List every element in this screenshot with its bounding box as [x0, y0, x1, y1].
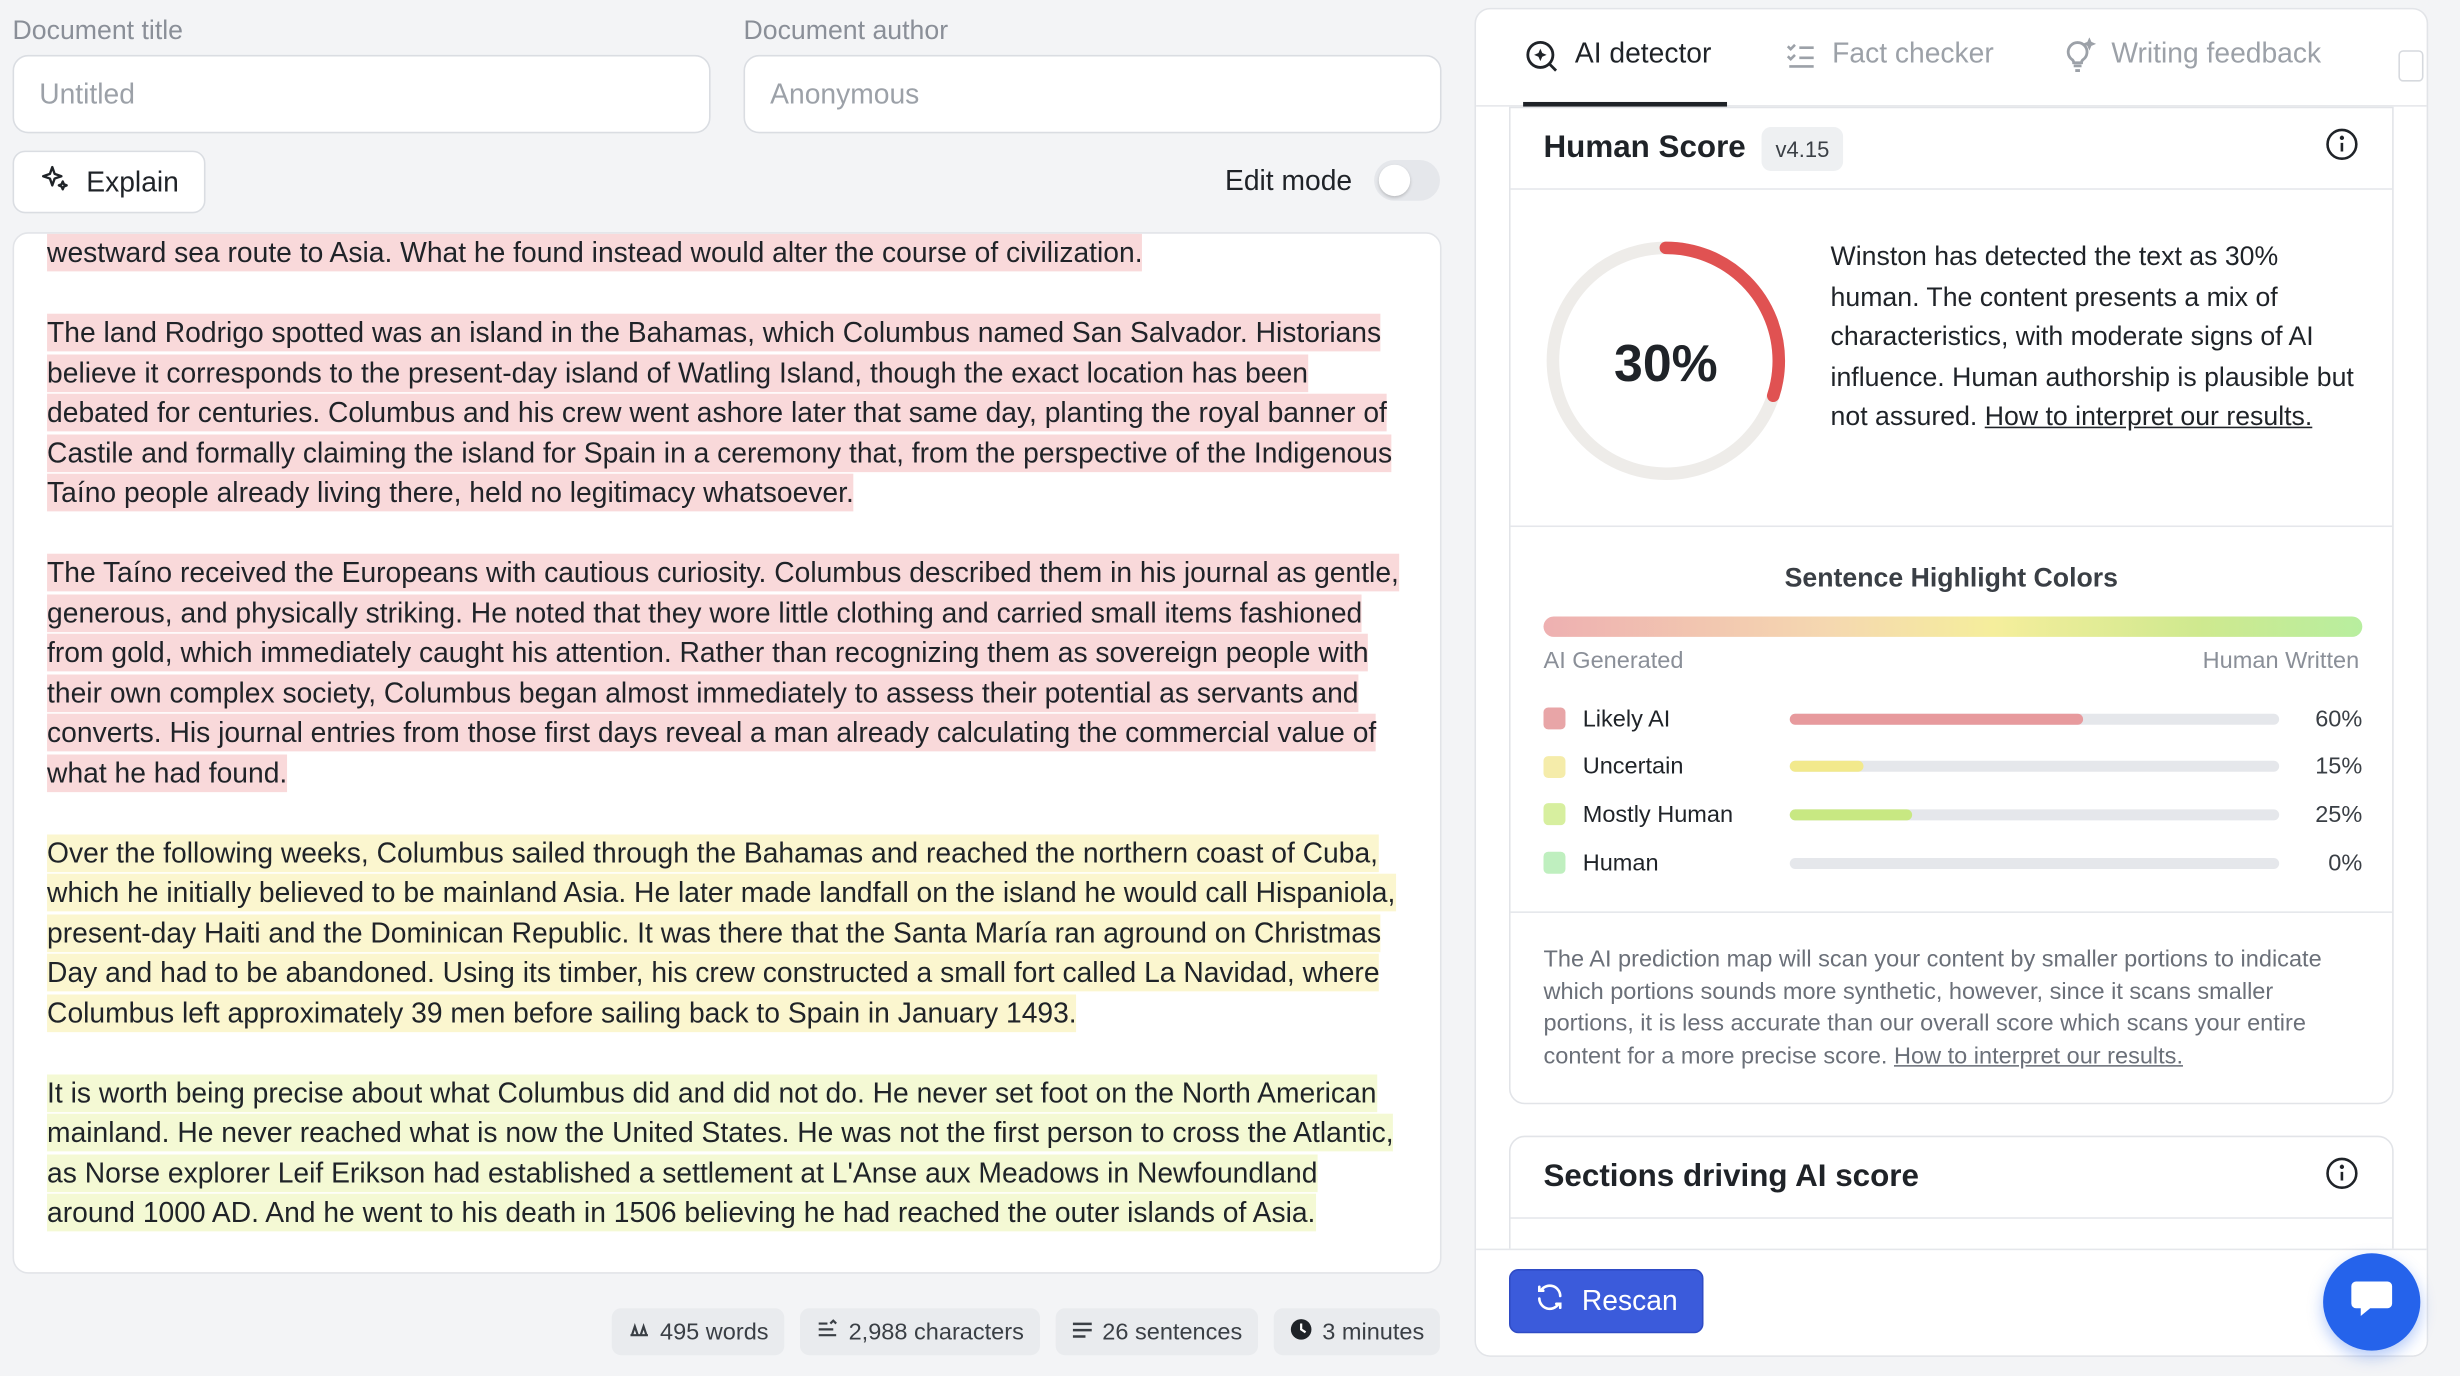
document-title-input[interactable]: Untitled	[13, 55, 711, 133]
word-count: 495 words	[660, 1318, 769, 1346]
score-description-text: Winston has detected the text as 30% human. The content presents a mix of characteristics, with moderate signs of AI influence. Human authorship is plausible but not assured.	[1830, 241, 2354, 432]
model-version-badge: v4.15	[1761, 126, 1843, 170]
prediction-map-note	[1511, 913, 2393, 1104]
rescan-button[interactable]	[1509, 1269, 1704, 1333]
character-count-badge	[800, 1308, 1040, 1355]
document-body[interactable]	[13, 232, 1442, 1274]
explain-button[interactable]	[13, 151, 206, 214]
human-score-title: Human Score	[1543, 130, 1746, 165]
highlighted-sentence[interactable]: Over the following weeks, Columbus sailed through the Bahamas and reached the northern coast of Cuba, which he initially believed to be mainland Asia. He later made landfall on the island he would call Hispaniola, present-day Haiti and the Dominican Republic. It was there that the Santa María ran aground on Christmas Day and had to be abandoned. Using its timber, his crew constructed a small fort called La Navidad, where Columbus left approximately 39 men before sailing back to Spain in January 1493.	[47, 834, 1395, 1032]
info-icon[interactable]	[2325, 127, 2360, 169]
legend-row-mostly-human	[1544, 796, 2363, 834]
legend-progress-track	[1790, 857, 2279, 868]
tab-overflow-icon[interactable]	[2398, 50, 2423, 81]
legend-percent: 15%	[2315, 753, 2363, 780]
checklist-icon	[1783, 38, 1818, 80]
lines-icon	[1071, 1318, 1093, 1345]
chat-bubble-icon	[2350, 1278, 2394, 1327]
sparkle-icon	[39, 162, 70, 201]
legend-progress-track	[1790, 809, 2279, 820]
lightbulb-sparkle-icon	[2060, 38, 2098, 83]
reading-time: 3 minutes	[1322, 1318, 1425, 1346]
info-icon[interactable]	[2325, 1156, 2360, 1198]
highlighted-sentence[interactable]: The land Rodrigo spotted was an island in the Bahamas, which Columbus named San Salvador. Historians believe it corresponds to the present-day island of Watling Island, though the exact location has been debated for centuries. Columbus and his crew went ashore later that same day, planting the royal banner of Castile and formally claiming the island for Spain in a ceremony that, from the perspective of the Indigenous Taíno people already living there, held no legitimacy whatsoever.	[47, 314, 1392, 512]
document-stats	[611, 1308, 1440, 1355]
highlight-legend	[1511, 527, 2393, 913]
highlighted-sentence[interactable]: westward sea route to Asia. What he found instead would alter the course of civilization.	[47, 234, 1142, 272]
legend-swatch	[1544, 707, 1566, 729]
document-text	[47, 234, 1412, 1274]
score-summary	[1511, 190, 2393, 527]
legend-progress-fill	[1790, 809, 1912, 820]
ai-detector-icon	[1523, 38, 1561, 83]
tab-ai-detector-label: AI detector	[1574, 37, 1712, 70]
tab-writing-feedback-label: Writing feedback	[2111, 37, 2322, 70]
sections-driving-title: Sections driving AI score	[1543, 1159, 1919, 1194]
legend-row-human	[1544, 844, 2363, 882]
legend-progress-track	[1790, 713, 2279, 724]
score-description	[1831, 237, 2364, 437]
reading-time-badge	[1274, 1308, 1440, 1355]
legend-percent: 0%	[2328, 849, 2363, 877]
prediction-map-note-text: The AI prediction map will scan your content by smaller portions to indicate which portions sounds more synthetic, however, since it scans smaller portions, it is less accurate than our overall score which scans your entire content for a more precise score.	[1543, 945, 2322, 1070]
tab-writing-feedback[interactable]	[2060, 38, 2322, 107]
analysis-panel	[1474, 8, 2428, 1357]
sentence-count: 26 sentences	[1102, 1318, 1243, 1346]
legend-row-likely-ai	[1544, 700, 2363, 738]
legend-label: Human	[1582, 849, 1659, 877]
score-gauge	[1540, 235, 1791, 486]
note-interpret-link[interactable]: How to interpret our results.	[1893, 1042, 2184, 1070]
document-paragraph	[47, 554, 1412, 794]
document-author-input[interactable]: Anonymous	[744, 55, 1442, 133]
score-value: 30%	[1614, 334, 1718, 393]
legend-row-uncertain	[1544, 748, 2363, 786]
characters-icon	[816, 1318, 840, 1345]
edit-mode-toggle[interactable]	[1374, 160, 1440, 201]
clock-icon	[1289, 1317, 1313, 1347]
explain-label: Explain	[86, 165, 179, 197]
character-count: 2,988 characters	[848, 1318, 1024, 1346]
edit-mode-control	[1225, 160, 1440, 201]
highlight-gradient-bar	[1544, 616, 2363, 636]
rescan-label: Rescan	[1581, 1284, 1678, 1317]
tab-bar	[1476, 9, 2428, 106]
legend-percent: 25%	[2315, 801, 2363, 829]
sections-driving-card	[1509, 1136, 2394, 1249]
legend-label: Likely AI	[1582, 705, 1671, 732]
legend-label: Uncertain	[1582, 753, 1684, 780]
edit-mode-label: Edit mode	[1225, 163, 1353, 196]
interpret-results-link[interactable]: How to interpret our results.	[1984, 401, 2313, 432]
human-written-label: Human Written	[2202, 647, 2360, 675]
highlight-legend-title: Sentence Highlight Colors	[1784, 563, 2119, 593]
ai-generated-label: AI Generated	[1543, 647, 1684, 675]
legend-swatch	[1544, 804, 1566, 826]
document-title-label: Document title	[12, 15, 184, 46]
human-score-header	[1511, 108, 2393, 190]
legend-swatch	[1544, 756, 1566, 778]
highlighted-sentence[interactable]: It is worth being precise about what Columbus did and did not do. He never set foot on the North American mainland. He never reached what is now the United States. He was not the first person to cross the Atlantic, as Norse explorer Leif Erikson had established a settlement at L'Anse aux Meadows in Newfoundland around 1000 AD. And he went to his death in 1506 believing he had reached the outer islands of Asia.	[47, 1074, 1394, 1232]
tab-ai-detector[interactable]	[1523, 38, 1727, 107]
document-paragraph	[47, 834, 1412, 1034]
legend-swatch	[1544, 852, 1566, 874]
legend-label: Mostly Human	[1582, 801, 1734, 829]
tab-fact-checker-label: Fact checker	[1832, 37, 1994, 70]
document-paragraph	[47, 314, 1412, 514]
word-count-badge	[611, 1308, 784, 1355]
tab-fact-checker[interactable]	[1783, 38, 1993, 107]
legend-progress-track	[1790, 761, 2279, 772]
legend-progress-fill	[1790, 761, 1863, 772]
document-paragraph	[47, 1074, 1412, 1234]
document-author-label: Document author	[743, 15, 949, 46]
panel-footer	[1476, 1249, 2428, 1357]
highlighted-sentence[interactable]: The Taíno received the Europeans with cautious curiosity. Columbus described them in his journal as gentle, generous, and physically striking. He noted that they wore little clothing and carried small items fashioned from gold, which immediately caught his attention. Rather than recognizing them as sovereign people with their own complex society, Columbus began almost immediately to assess their potential as servants and converts. His journal entries from those first days reveal a man already calculating the commercial value of what he had found.	[47, 554, 1399, 792]
words-icon	[627, 1318, 651, 1345]
human-score-card	[1509, 107, 2394, 1105]
sentence-count-badge	[1055, 1308, 1258, 1355]
legend-percent: 60%	[2315, 705, 2363, 732]
sections-driving-header	[1511, 1137, 2393, 1219]
panel-scroll-area[interactable]	[1476, 107, 2428, 1249]
refresh-icon	[1535, 1282, 1566, 1321]
legend-progress-fill	[1790, 713, 2084, 724]
chat-support-button[interactable]	[2323, 1253, 2420, 1350]
document-paragraph	[47, 234, 1412, 274]
